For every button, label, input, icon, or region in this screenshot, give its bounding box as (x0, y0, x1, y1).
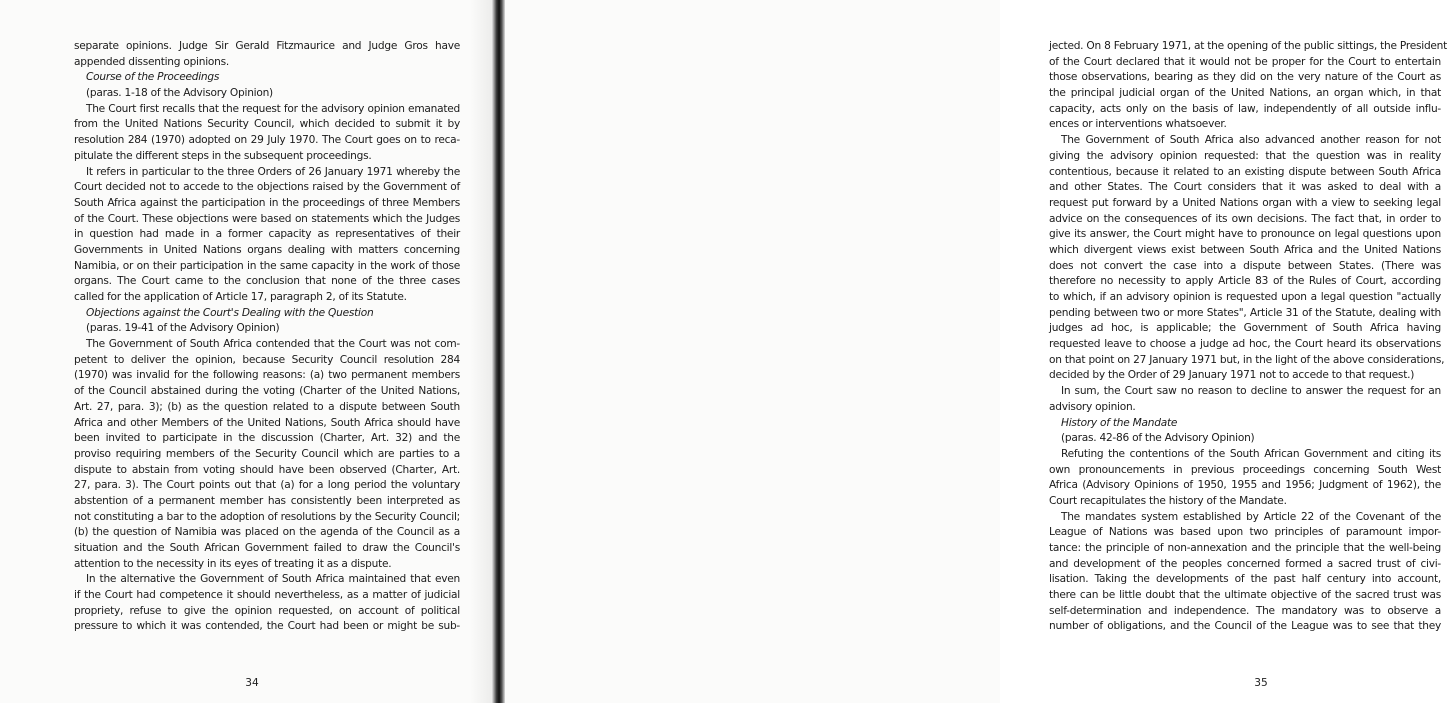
text-line: from the United Nations Security Council, which decided to submit it by (74, 118, 460, 131)
text-line: In the alternative the Government of South Africa maintained that even (86, 573, 460, 586)
text-line: Art. 27, para. 3); (b) as the question related to a dispute between South (74, 400, 460, 413)
text-line: and development of the peoples concerned formed a sacred trust of civi- (1049, 557, 1441, 570)
text-line: contentious, because it related to an existing dispute between South Africa (1049, 165, 1441, 178)
text-line: dispute to abstain from voting should have been observed (Charter, Art. (74, 463, 460, 476)
section-reference: (paras. 1-18 of the Advisory Opinion) (86, 87, 273, 100)
text-line: The Government of South Africa contended that the Court was not com- (86, 338, 460, 351)
text-line: ences or interventions whatsoever. (1049, 118, 1227, 131)
text-line: pressure to which it was contended, the Court had been or might be sub- (74, 620, 460, 633)
text-line: pitulate the different steps in the subsequent proceedings. (74, 149, 372, 162)
gutter-shadow-left (470, 0, 492, 703)
text-line: requested leave to choose a judge ad hoc, the Court heard its observations (1049, 338, 1441, 351)
book-gutter (492, 0, 505, 703)
text-line: on that point on 27 January 1971 but, in the light of the above considerations, (1049, 353, 1445, 366)
text-line: of the Court. These objections were based on statements which the Judges (74, 212, 460, 225)
text-line: petent to deliver the opinion, because Security Council resolution 284 (74, 353, 460, 366)
text-line: of the Council abstained during the voting (Charter of the United Nations, (74, 385, 460, 398)
text-line: there can be little doubt that the ultimate objective of the sacred trust was (1049, 589, 1441, 602)
section-heading: History of the Mandate (1061, 416, 1178, 429)
text-line: Africa (Advisory Opinions of 1950, 1955 and 1956; Judgment of 1962), the (1049, 479, 1441, 492)
text-line: capacity, acts only on the basis of law, independently of all outside influ- (1049, 102, 1441, 115)
text-line: attention to the necessity in its eyes of treating it as a dispute. (74, 557, 392, 570)
text-line: organs. The Court came to the conclusion that none of the three cases (74, 275, 460, 288)
text-line: self-determination and independence. The mandatory was to observe a (1049, 604, 1441, 617)
text-line: appended dissenting opinions. (74, 55, 229, 68)
text-line: 27, para. 3). The Court points out that (a) for a long period the voluntary (74, 479, 460, 492)
text-line: The Court first recalls that the request for the advisory opinion emanated (86, 102, 460, 115)
text-line: if the Court had competence it should nevertheless, as a matter of judicial (74, 589, 460, 602)
text-line: not constituting a bar to the adoption of resolutions by the Security Council; (74, 510, 460, 523)
text-line: The mandates system established by Article 22 of the Covenant of the (1061, 510, 1441, 523)
text-line: does not convert the case into a dispute between States. (There was (1049, 259, 1441, 272)
right-page-text (1049, 39, 1447, 635)
text-line: which divergent views exist between South Africa and the United Nations (1049, 243, 1441, 256)
text-line: South Africa against the participation in the proceedings of three Members (74, 196, 460, 209)
text-line: (1970) was invalid for the following reasons: (a) two permanent members (74, 369, 460, 382)
left-page-text (74, 39, 460, 635)
text-line: giving the advisory opinion requested: that the question was in reality (1049, 149, 1441, 162)
text-line: those observations, bearing as they did on the very nature of the Court as (1049, 71, 1441, 84)
text-line: own pronouncements in previous proceedings concerning South West (1049, 463, 1441, 476)
text-line: request put forward by a United Nations organ with a view to seeking legal (1049, 196, 1441, 209)
text-line: to which, if an advisory opinion is requested upon a legal question "actually (1049, 291, 1441, 303)
section-reference: (paras. 19-41 of the Advisory Opinion) (86, 322, 280, 335)
text-line: advisory opinion. (1049, 400, 1136, 413)
section-heading: Objections against the Court's Dealing with the Question (86, 306, 374, 319)
text-line: jected. On 8 February 1971, at the opening of the public sittings, the President (1049, 40, 1447, 52)
text-line: Governments in United Nations organs dealing with matters concerning (74, 243, 460, 256)
text-line: pending between two or more States", Article 31 of the Statute, dealing with (1049, 306, 1441, 319)
text-line: number of obligations, and the Council of the League was to see that they (1049, 620, 1441, 633)
left-page-number: 34 (245, 677, 259, 689)
text-line: In sum, the Court saw no reason to decline to answer the request for an (1061, 385, 1441, 398)
text-line: Namibia, or on their participation in the same capacity in the work of those (74, 259, 460, 272)
text-line: give its answer, the Court might have to pronounce on legal questions upon (1049, 228, 1441, 241)
text-line: abstention of a permanent member has consistently been interpreted as (74, 494, 460, 507)
left-page (0, 0, 492, 703)
text-line: in question had made in a former capacity as representatives of their (74, 228, 460, 241)
text-line: Africa and other Members of the United Nations, South Africa should have (74, 416, 460, 429)
text-line: separate opinions. Judge Sir Gerald Fitzmaurice and Judge Gros have (74, 40, 460, 52)
right-page-number: 35 (1254, 677, 1268, 689)
text-line: Court decided not to accede to the objections raised by the Government of (74, 181, 460, 194)
text-line: Court recapitulates the history of the Mandate. (1049, 494, 1287, 507)
text-line: the principal judicial organ of the United Nations, an organ which, in that (1049, 87, 1441, 100)
text-line: lisation. Taking the developments of the past half century into account, (1049, 573, 1441, 586)
text-line: It refers in particular to the three Orders of 26 January 1971 whereby the (86, 165, 460, 178)
text-line: decided by the Order of 29 January 1971 not to accede to that request.) (1049, 369, 1415, 382)
text-line: proviso requiring members of the Security Council which are parties to a (74, 447, 460, 460)
text-line: Refuting the contentions of the South African Government and citing its (1061, 447, 1441, 460)
text-line: The Government of South Africa also advanced another reason for not (1061, 134, 1441, 147)
text-line: situation and the South African Government failed to draw the Council's (74, 542, 460, 554)
text-line: League of Nations was based upon two principles of paramount impor- (1049, 526, 1441, 539)
text-line: therefore no necessity to apply Article 83 of the Rules of Court, according (1049, 275, 1441, 288)
text-line: been invited to participate in the discussion (Charter, Art. 32) and the (74, 432, 460, 445)
text-line: (b) the question of Namibia was placed on the agenda of the Council as a (74, 526, 460, 539)
right-page (505, 0, 1447, 703)
text-line: called for the application of Article 17, paragraph 2, of its Statute. (74, 291, 407, 303)
text-line: of the Court declared that it would not be proper for the Court to entertain (1049, 55, 1441, 68)
text-line: advice on the consequences of its own decisions. The fact that, in order to (1049, 212, 1441, 225)
text-line: resolution 284 (1970) adopted on 29 July 1970. The Court goes on to reca- (74, 134, 460, 147)
text-line: judges ad hoc, is applicable; the Government of South Africa having (1049, 322, 1441, 335)
section-reference: (paras. 42-86 of the Advisory Opinion) (1061, 432, 1255, 445)
section-heading: Course of the Proceedings (86, 71, 220, 84)
text-line: tance: the principle of non-annexation and the principle that the well-being (1049, 542, 1441, 554)
text-line: propriety, refuse to give the opinion requested, on account of political (74, 604, 460, 617)
text-line: and other States. The Court considers that it was asked to deal with a (1049, 181, 1441, 194)
